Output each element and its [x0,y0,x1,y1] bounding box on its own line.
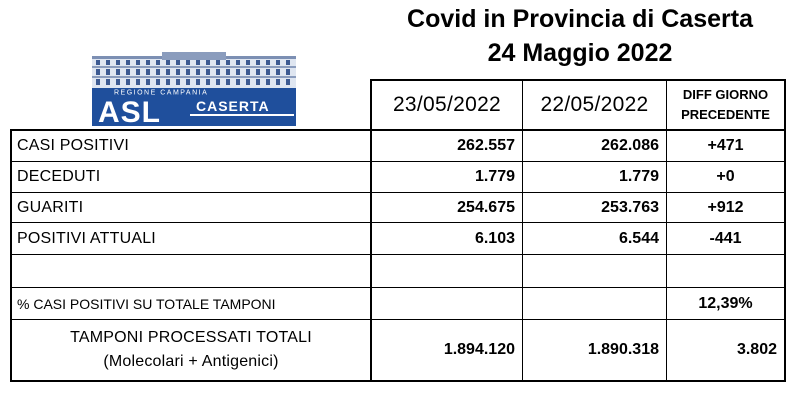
page-title: Covid in Provincia di Caserta [407,5,753,33]
row-label-deceduti: DECEDUTI [17,168,101,185]
row-value-deceduti-day2: 1.779 [618,168,659,185]
covid-data-table [10,79,786,382]
row-value-percent-positivi: 12,39% [698,294,753,312]
row-diff-tamponi: 3.802 [736,341,777,358]
row-diff-deceduti: +0 [716,168,735,185]
logo-city-text: CASERTA [196,98,270,114]
row-diff-casi-positivi: +471 [707,137,744,154]
row-label-guariti: GUARITI [17,198,84,216]
row-label-percent-positivi: % CASI POSITIVI SU TOTALE TAMPONI [17,295,276,312]
row-value-tamponi-day1: 1.894.120 [443,341,515,358]
row-value-guariti-day1: 254.675 [457,198,515,216]
tamponi-label-line2: (Molecolari + Antigenici) [103,353,279,370]
row-value-deceduti-day1: 1.779 [474,168,515,185]
header-diff [667,81,784,129]
row-label-tamponi-totali [12,320,370,380]
header-diff-line1: DIFF GIORNO [682,87,769,102]
row-value-positivi-attuali-day2: 6.544 [618,229,659,247]
row-value-tamponi-day2: 1.890.318 [587,341,659,358]
logo-region-text: REGIONE CAMPANIA [114,89,209,97]
row-value-positivi-attuali-day1: 6.103 [474,229,515,247]
header-date-1: 23/05/2022 [392,93,502,116]
row-value-guariti-day2: 253.763 [601,198,659,216]
logo-asl-text: ASL [98,96,161,128]
row-value-casi-positivi-day1: 262.557 [457,137,515,154]
header-date-2: 22/05/2022 [540,93,649,116]
row-diff-positivi-attuali: -441 [709,229,742,247]
row-label-casi-positivi: CASI POSITIVI [17,137,129,154]
row-label-positivi-attuali: POSITIVI ATTUALI [17,229,156,247]
row-value-casi-positivi-day2: 262.086 [601,137,659,154]
header-diff-line2: PRECEDENTE [681,107,770,122]
page-subtitle-date: 24 Maggio 2022 [487,39,673,67]
row-diff-guariti: +912 [707,198,744,216]
tamponi-label-line1: TAMPONI PROCESSATI TOTALI [70,329,312,346]
